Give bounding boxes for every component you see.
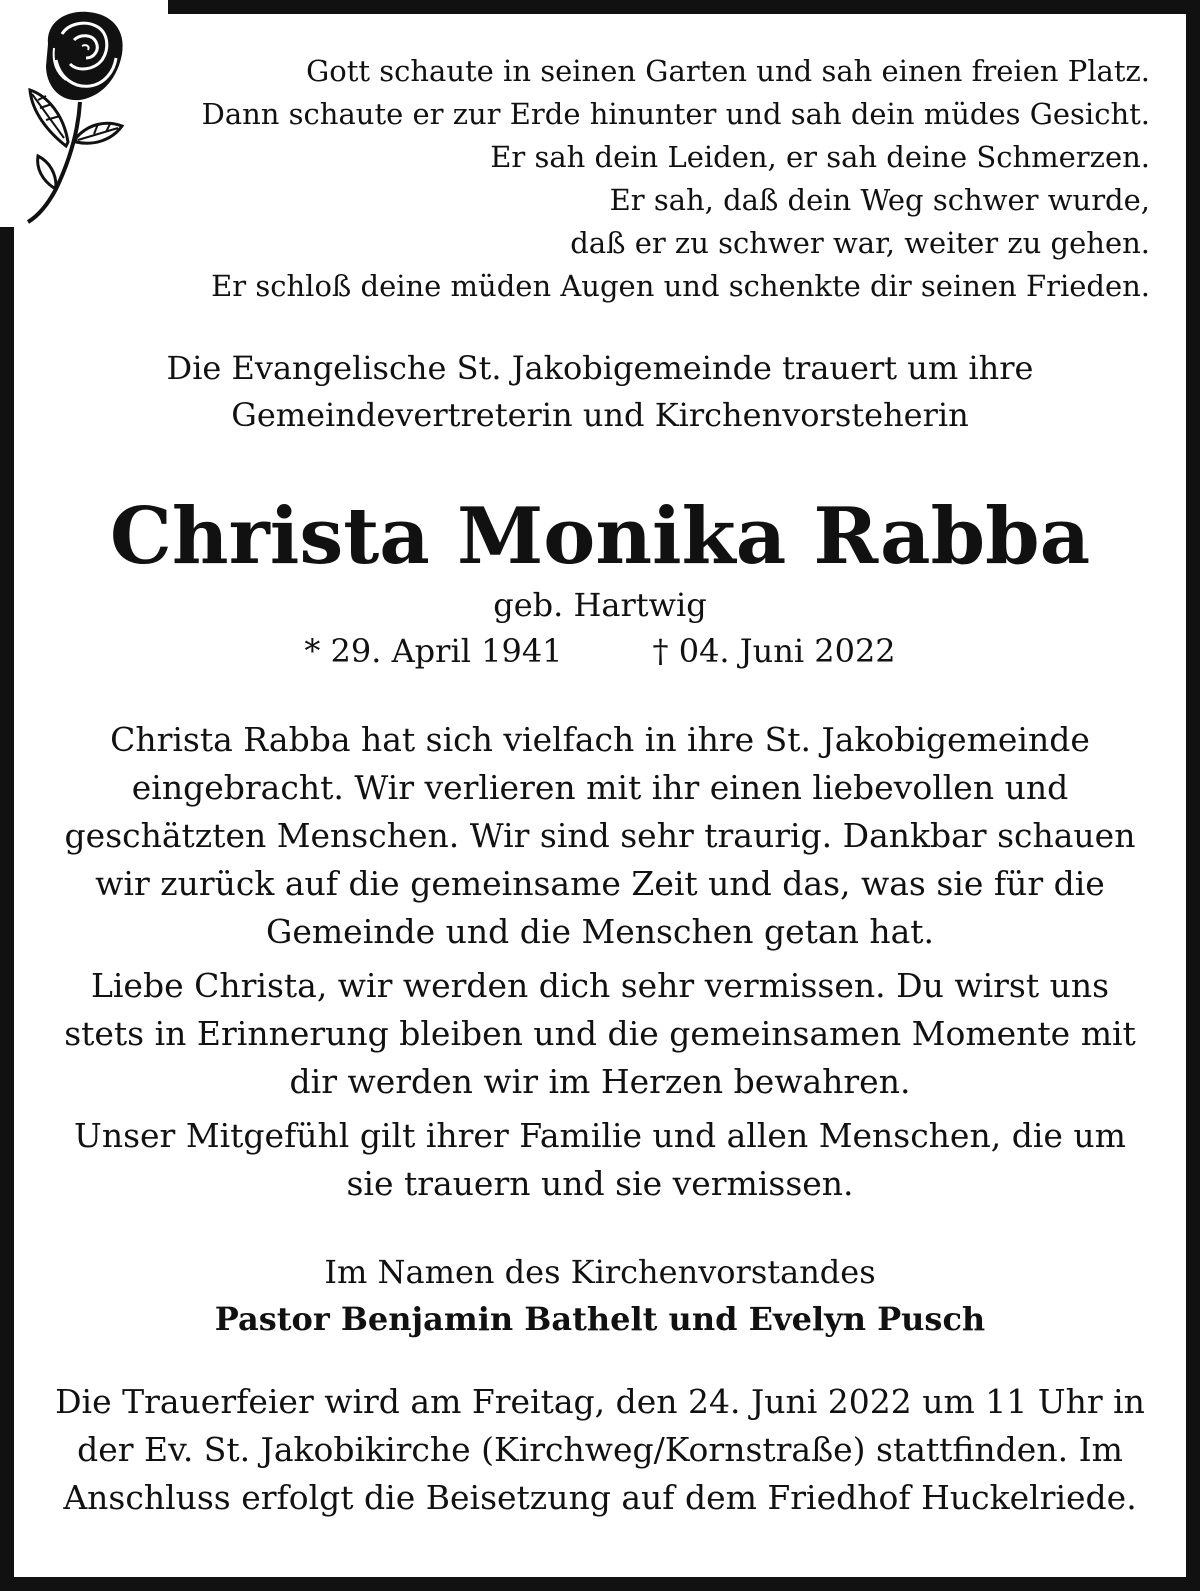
paragraph-line: sie trauern und sie vermissen. bbox=[346, 1164, 854, 1203]
intro-line: Gemeindevertreterin und Kirchenvorsteherin bbox=[231, 396, 969, 434]
paragraph-line: Christa Rabba hat sich vielfach in ihre St. Jakobigemeinde bbox=[110, 720, 1090, 759]
signature-intro: Im Namen des Kirchenvorstandes bbox=[324, 1253, 876, 1291]
maiden-name: geb. Hartwig bbox=[493, 586, 707, 624]
paragraph-line: Unser Mitgefühl gilt ihrer Familie und allen Menschen, die um bbox=[74, 1116, 1126, 1155]
frame-left-border bbox=[0, 227, 14, 1591]
frame-bottom-border bbox=[0, 1577, 1200, 1591]
signature bbox=[30, 1249, 1170, 1343]
poem bbox=[150, 50, 1150, 308]
paragraph-line: eingebracht. Wir verlieren mit ihr einen liebevollen und bbox=[131, 768, 1069, 807]
poem-line: daß er zu schwer war, weiter zu gehen. bbox=[570, 226, 1150, 260]
poem-line: Dann schaute er zur Erde hinunter und sah dein müdes Gesicht. bbox=[201, 97, 1150, 131]
ceremony-notice bbox=[30, 1378, 1170, 1522]
paragraph-line: geschätzten Menschen. Wir sind sehr traurig. Dankbar schauen bbox=[64, 816, 1136, 855]
ceremony-line: Anschluss erfolgt die Beisetzung auf dem Friedhof Huckelriede. bbox=[63, 1478, 1137, 1517]
paragraph-line: dir werden wir im Herzen bewahren. bbox=[289, 1062, 911, 1101]
rose-icon bbox=[18, 4, 148, 224]
tribute-paragraph bbox=[30, 716, 1170, 956]
signatory-names: Pastor Benjamin Bathelt und Evelyn Pusch bbox=[214, 1300, 986, 1338]
poem-line: Gott schaute in seinen Garten und sah einen freien Platz. bbox=[306, 54, 1150, 88]
ceremony-line: Die Trauerfeier wird am Freitag, den 24. Juni 2022 um 11 Uhr in bbox=[55, 1382, 1145, 1421]
mourning-intro bbox=[30, 345, 1170, 439]
paragraph-line: Liebe Christa, wir werden dich sehr vermissen. Du wirst uns bbox=[90, 966, 1110, 1005]
death-date: † 04. Juni 2022 bbox=[652, 632, 896, 670]
paragraph-line: Gemeinde und die Menschen getan hat. bbox=[265, 912, 934, 951]
poem-line: Er schloß deine müden Augen und schenkte dir seinen Frieden. bbox=[211, 269, 1150, 303]
birth-date: * 29. April 1941 bbox=[304, 632, 563, 670]
frame-top-border bbox=[168, 0, 1200, 14]
ceremony-line: der Ev. St. Jakobikirche (Kirchweg/Kornstraße) stattfinden. Im bbox=[77, 1430, 1123, 1469]
deceased-name: Christa Monika Rabba bbox=[109, 491, 1091, 582]
life-dates bbox=[30, 629, 1170, 673]
paragraph-line: wir zurück auf die gemeinsame Zeit und das, was sie für die bbox=[95, 864, 1105, 903]
frame-right-border bbox=[1186, 0, 1200, 1591]
poem-line: Er sah dein Leiden, er sah deine Schmerzen. bbox=[490, 140, 1150, 174]
poem-line: Er sah, daß dein Weg schwer wurde, bbox=[609, 183, 1150, 217]
condolence-paragraph bbox=[30, 1112, 1170, 1208]
paragraph-line: stets in Erinnerung bleiben und die gemeinsamen Momente mit bbox=[64, 1014, 1136, 1053]
intro-line: Die Evangelische St. Jakobigemeinde trauert um ihre bbox=[166, 349, 1034, 387]
farewell-paragraph bbox=[30, 962, 1170, 1106]
